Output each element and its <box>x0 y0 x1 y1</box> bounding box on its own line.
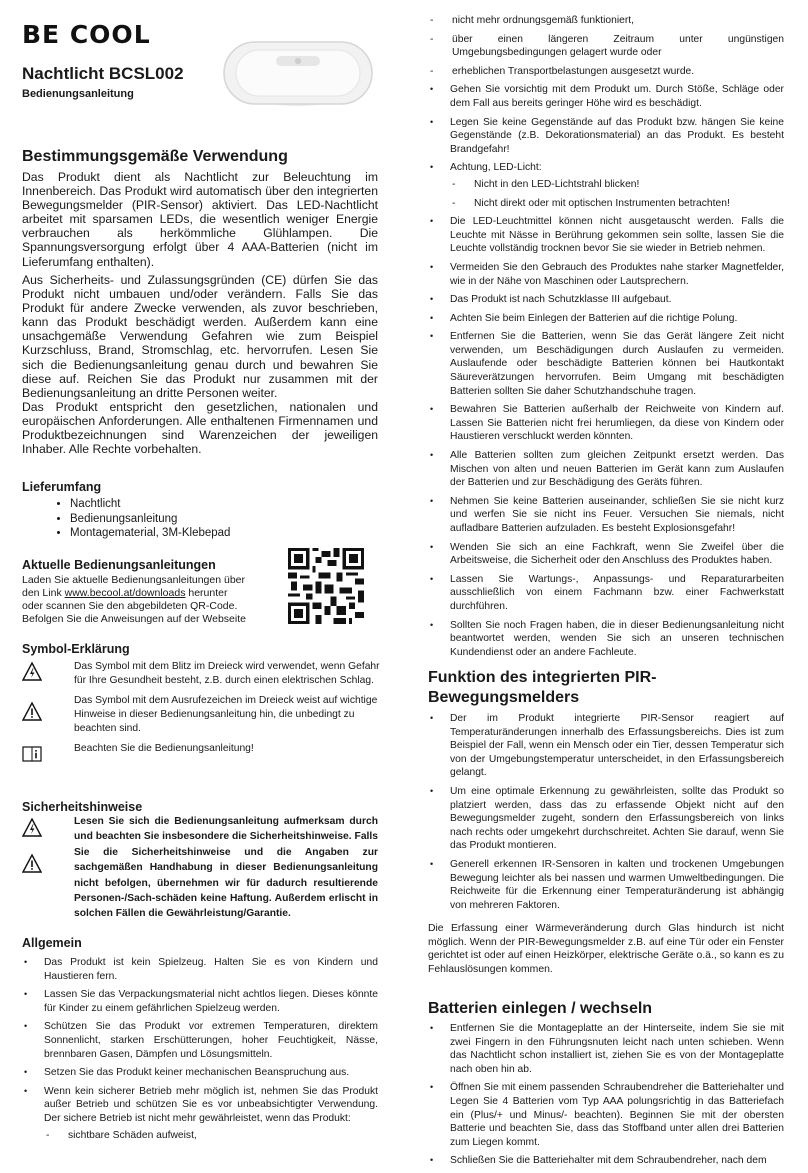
manuals-text: Laden Sie aktuelle Bedienungsanleitungen über den Link www.becool.at/downloads herunter oder scannen Sie den abgebildeten QR-Code. Befolgen Sie die Anweisungen auf der Webseite <box>22 574 246 625</box>
list-item: • Das Produkt ist nach Schutzklasse III aufgebaut. <box>428 293 784 307</box>
list-item: • Die LED-Leuchtmittel können nicht ausgetauscht werden. Falls die Leuchte mit Nässe in Berührung gekommen sein sollte, lassen Sie die Leuchte vollständig trocknen bevor Sie sie wieder in Betrieb nehmen. <box>428 215 784 256</box>
condition-sublist <box>44 1129 378 1143</box>
list-item: • Entfernen Sie die Batterien, wenn Sie das Gerät längere Zeit nicht verwenden, um Beschädigungen durch Auslaufen zu vermeiden. Auslaufende oder beschädigte Batterien können bei Hautkontakt Säureverätzungen hervorrufen. Beim Umgang mit beschädigten Batterien sollten Sie daher Schutzhandschuhe tragen. <box>428 330 784 398</box>
symbol-lightning-row <box>22 660 382 690</box>
general-heading: Allgemein <box>22 936 82 950</box>
list-item: • Sollten Sie noch Fragen haben, die in dieser Bedienungsanleitung nicht beantwortet werden, wenden Sie sich an unseren technischen Kundendienst oder an andere Fachleute. <box>428 619 784 660</box>
list-item: • Lassen Sie das Verpackungsmaterial nicht achtlos liegen. Dieses könnte für Kinder zu einem gefährlichen Spielzeug werden. <box>22 988 378 1015</box>
list-item: • Montagematerial, 3M-Klebepad <box>70 526 230 541</box>
list-item: - nicht mehr ordnungsgemäß funktioniert, <box>428 14 784 28</box>
list-item: • Achten Sie beim Einlegen der Batterien auf die richtige Polung. <box>428 312 784 326</box>
list-item: • Vermeiden Sie den Gebrauch des Produktes nahe starker Magnetfelder, wie in der Nähe von Maschinen oder Lautsprechern. <box>428 261 784 288</box>
manuals-heading: Aktuelle Bedienungsanleitungen <box>22 558 216 572</box>
list-item: • Um eine optimale Erkennung zu gewährleisten, sollte das Produkt so platziert werden, dass das zu erfassende Objekt nicht auf den Bewegungsmelder zugeht, sondern den Erfassungsbereich von links nach rechts oder umgekehrt durchschreitet. Achten Sie darauf, wenn Sie das Produkt montieren. <box>428 785 784 853</box>
list-item: • Alle Batterien sollten zum gleichen Zeitpunkt ersetzt werden. Das Mischen von alten und neuen Batterien im Gerät kann zum Auslaufen der Batterien und zur Beschädigung des Geräts führen. <box>428 449 784 490</box>
list-item: • Entfernen Sie die Montageplatte an der Hinterseite, indem Sie sie mit zwei Fingern in den Führungsnuten leicht nach unten schieben. Wenn das Nachtlicht schon installiert ist, ziehen Sie es von der Montageplatte nach oben hin ab. <box>428 1022 784 1076</box>
list-item: • Öffnen Sie mit einem passenden Schraubendreher die Batteriehalter und Legen Sie 4 Batterien vom Typ AAA polungsrichtig in das Batteriefach ein (Plus/+ und Minus/- beachten). Beginnen Sie mit der obersten Batterie und beachten Sie, dass das Stoffband unter allen drei Batterien zum Liegen kommt. <box>428 1081 784 1149</box>
list-item: • Nachtlicht <box>70 497 230 512</box>
document-subtitle: Bedienungsanleitung <box>22 88 134 100</box>
list-item <box>428 14 784 78</box>
safety-continued-list <box>428 14 784 664</box>
symbol-exclamation-row <box>22 694 382 738</box>
list-item: • Legen Sie keine Gegenstände auf das Produkt bzw. hängen Sie keine Gegenstände (z.B. Dekorationsmaterial) an das Produkt. Es besteht Brandgefahr! <box>428 116 784 157</box>
condition-sublist <box>428 14 784 78</box>
pir-heading: Funktion des integrierten PIR-Bewegungsmelders <box>428 669 657 706</box>
product-title: Nachtlicht BCSL002 <box>22 64 184 83</box>
lightning-warning-icon <box>22 662 42 682</box>
pir-paragraph: Die Erfassung einer Wärmeveränderung durch Glas hindurch ist nicht möglich. Wenn der PIR-Bewegungsmelder z.B. auf eine Tür oder ein Fenster gerichtet ist oder auf einen Heizkörper, elektrische Geräte o.ä., so kann es zu Fehlauslösungen kommen. <box>428 923 784 975</box>
symbol-manual-row <box>22 742 382 764</box>
led-sublist <box>450 178 784 210</box>
list-item: • Wenn kein sicherer Betrieb mehr möglich ist, nehmen Sie das Produkt außer Betrieb und schützen Sie es vor unbeabsichtigter Verwendung. Der sichere Betrieb ist nicht mehr gewährleistet, wenn das Produkt: - sichtbare Schäden aufweist, <box>22 1085 378 1142</box>
downloads-link[interactable]: www.becool.at/downloads <box>64 587 186 599</box>
pir-list <box>428 712 784 917</box>
usage-paragraph-3: Das Produkt entspricht den gesetzlichen, nationalen und europäischen Anforderungen. Alle enthaltenen Firmennamen und Produktbezeichnungen sind Warenzeichen der jeweiligen Inhaber. Alle Rechte vorbehalten. <box>22 400 378 457</box>
symbol-exclamation-text: Das Symbol mit dem Ausrufezeichen im Dreieck weist auf wichtige Hinweise in dieser Bedienungsanleitung hin, die unbedingt zu beachten sind. <box>74 695 378 734</box>
list-item: • Schließen Sie die Batteriehalter mit dem Schraubendreher, nach dem <box>428 1154 784 1168</box>
list-item: - über einen längeren Zeitraum unter ungünstigen Umgebungsbedingungen gelagert wurde oder <box>428 33 784 60</box>
delivery-list <box>50 497 230 541</box>
list-item: • Bewahren Sie Batterien außerhalb der Reichweite von Kindern auf. Lassen Sie Batterien nicht frei herumliegen, da diese von Kindern oder Haustieren verschluckt werden könnten. <box>428 403 784 444</box>
manual-book-icon <box>22 744 42 764</box>
list-item: • Bedienungsanleitung <box>70 512 230 527</box>
symbol-lightning-text: Das Symbol mit dem Blitz im Dreieck wird verwendet, wenn Gefahr für Ihre Gesundheit besteht, z.B. durch einen elektrischen Schlag. <box>74 661 380 686</box>
symbol-manual-text: Beachten Sie die Bedienungsanleitung! <box>74 743 254 754</box>
usage-paragraph-1: Das Produkt dient als Nachtlicht zur Beleuchtung im Innenbereich. Das Produkt wird automatisch über den integrierten Bewegungsmelder (PIR-Sensor) aktiviert. Das LED-Nachtlicht arbeitet mit sparsamen LEDs, die wesentlich weniger Energie verbrauchen als herkömmliche Glühlampen. Die Spannungsversorgung erfolgt über 4 AAA-Batterien (nicht im Lieferumfang enthalten). <box>22 170 378 269</box>
usage-paragraph-2: Aus Sicherheits- und Zulassungsgründen (CE) dürfen Sie das Produkt nicht umbauen und/oder verändern. Falls Sie das Produkt für andere Zwecke verwenden, als zuvor beschrieben, kann das Produkt beschädigt werden. Außerdem kann eine unsachgemäße Verwendung Gefahren wie zum Beispiel Kurzschluss, Brand, Stromschlag, etc. hervorrufen. Lesen Sie sich die Bedienungsanleitung genau durch und bewahren Sie diese auf. Reichen Sie das Produkt nur zusammen mit der Bedienungsanleitung an dritte Personen weiter. <box>22 273 378 400</box>
list-item: • Gehen Sie vorsichtig mit dem Produkt um. Durch Stöße, Schläge oder dem Fall aus bereits geringer Höhe wird es beschädigt. <box>428 83 784 110</box>
usage-heading: Bestimmungsgemäße Verwendung <box>22 148 288 165</box>
list-item: • Achtung, LED-Licht: - Nicht in den LED-Lichtstrahl blicken! - Nicht direkt oder mit optischen Instrumenten betrachten! <box>428 161 784 210</box>
list-item: • Der im Produkt integrierte PIR-Sensor reagiert auf Temperaturänderungen innerhalb des Erfassungsbereichs. Dies ist zum Beispiel der Fall, wenn ein Mensch oder ein Tier, dessen Temperatur sich von der Umgebungstemperatur unterscheidet, in den Erfassungsbereich gelangt. <box>428 712 784 780</box>
exclamation-warning-icon <box>22 702 42 722</box>
safety-heading: Sicherheitshinweise <box>22 800 143 814</box>
list-item: • Generell erkennen IR-Sensoren in kalten und trockenen Umgebungen Bewegung leichter als bei nassen und warmen Umweltbedingungen. Die Reichweite für die Erkennung einer Temperaturänderung ist abhängig von mehreren Faktoren. <box>428 858 784 912</box>
night-light-product-image <box>218 32 378 112</box>
battery-heading: Batterien einlegen / wechseln <box>428 1000 653 1017</box>
brand-logo: BE COOL <box>22 20 151 49</box>
general-list <box>22 956 378 1147</box>
list-item: • Lassen Sie Wartungs-, Anpassungs- und Reparaturarbeiten ausschließlich von einem Fachmann bzw. einer Fachwerkstatt durchführen. <box>428 573 784 614</box>
safety-warning-text: Lesen Sie sich die Bedienungsanleitung aufmerksam durch und beachten Sie insbesondere die Sicherheitshinweise. Falls Sie die Sicherheitshinweise und die Angaben zur sachgemäßen Handhabung in dieser Bedienungsanleitung nicht befolgen, übernehmen wir für dadurch resultierende Personen-/Sach-schäden keine Haftung. Außerdem erlischt in solchen Fällen die Gewährleistung/Garantie. <box>74 816 378 920</box>
list-item: • Wenden Sie sich an eine Fachkraft, wenn Sie Zweifel über die Arbeitsweise, die Sicherheit oder den Anschluss des Produktes haben. <box>428 541 784 568</box>
qr-code[interactable] <box>288 548 364 624</box>
exclamation-warning-icon <box>22 854 42 874</box>
list-item: • Setzen Sie das Produkt keiner mechanischen Beanspruchung aus. <box>22 1066 378 1080</box>
lightning-warning-icon <box>22 818 42 838</box>
list-item: - erheblichen Transportbelastungen ausgesetzt wurde. <box>428 65 784 79</box>
list-item: • Nehmen Sie keine Batterien auseinander, schließen Sie sie nicht kurz und werfen Sie sie nicht ins Feuer. Versuchen Sie niemals, nicht aufladbare Batterien aufzuladen. Es besteht Explosionsgefahr! <box>428 495 784 536</box>
list-item: - Nicht direkt oder mit optischen Instrumenten betrachten! <box>450 197 784 211</box>
list-item: • Das Produkt ist kein Spielzeug. Halten Sie es von Kindern und Haustieren fern. <box>22 956 378 983</box>
symbols-heading: Symbol-Erklärung <box>22 642 130 656</box>
list-item: • Schützen Sie das Produkt vor extremen Temperaturen, direktem Sonnenlicht, starken Erschütterungen, hoher Feuchtigkeit, Nässe, brennbaren Gasen, Dämpfen und Lösungsmitteln. <box>22 1020 378 1061</box>
list-item: - sichtbare Schäden aufweist, <box>44 1129 378 1143</box>
delivery-heading: Lieferumfang <box>22 480 102 494</box>
list-item: - Nicht in den LED-Lichtstrahl blicken! <box>450 178 784 192</box>
battery-list <box>428 1022 784 1173</box>
